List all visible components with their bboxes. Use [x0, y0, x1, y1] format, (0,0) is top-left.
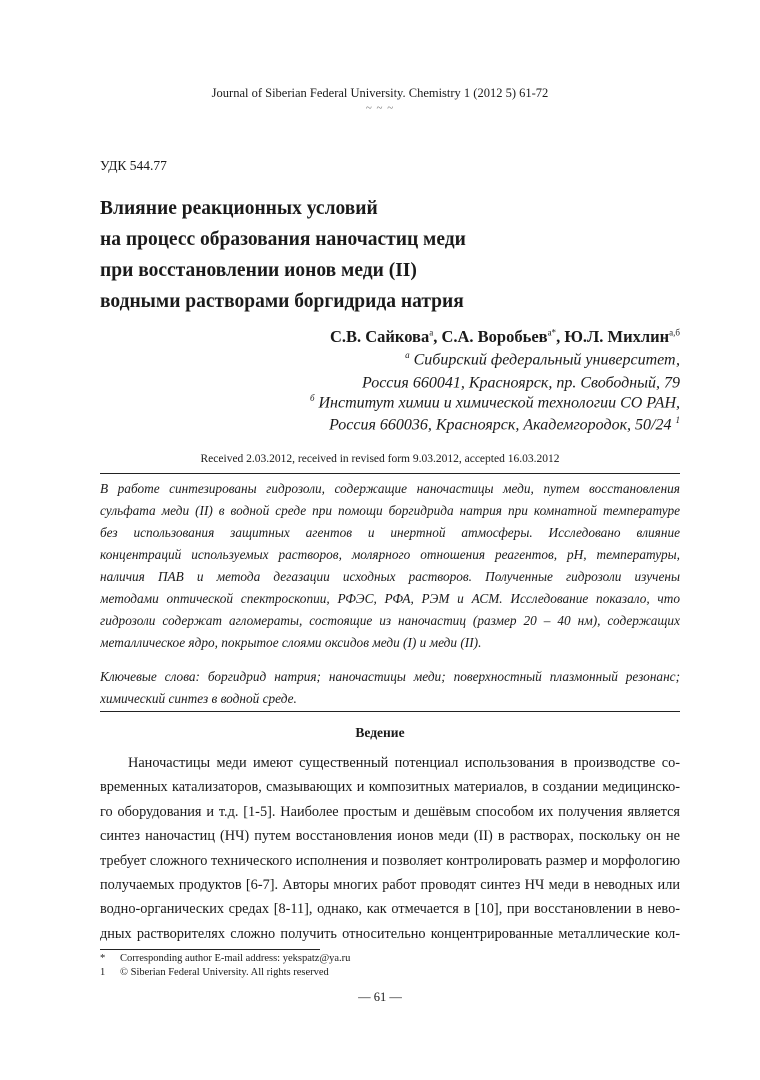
footnote-rule	[100, 949, 320, 950]
abstract-line: без использования защитных агентов и инертной атмосферы. Исследовано влияние	[100, 525, 680, 540]
body-line: дных растворителях сложно получить относительно концентрированные металлические кол-	[100, 925, 680, 942]
keywords	[100, 666, 680, 710]
abstract-bottom-rule	[100, 711, 680, 712]
abstract-line: гидрозоли содержат агломераты, состоящие из наночастиц (размер 20 – 40 нм), содержащих	[100, 613, 680, 628]
body-line: временных катализаторов, смазывающих и композитных материалов, в создании медицинско-	[100, 779, 680, 796]
affil-footnote-mark: 1	[675, 415, 680, 425]
author-affil-mark: а	[429, 327, 434, 338]
received-dates: Received 2.03.2012, received in revised form 9.03.2012, accepted 16.03.2012	[200, 453, 560, 465]
affil-text: Россия 660036, Красноярск, Академгородок, 50/24	[329, 416, 676, 434]
title-line: на процесс образования наночастиц меди	[100, 229, 466, 250]
keywords-line: Ключевые слова: боргидрид натрия; наночастицы меди; поверхностный плазмонный резонанс;	[100, 669, 680, 684]
affil-mark: б	[309, 393, 315, 403]
title-line: водными растворами боргидрида натрия	[100, 291, 464, 312]
author-separator: ,	[556, 327, 565, 346]
author-separator: ,	[433, 327, 442, 346]
abstract-line: сульфата меди (II) в водной среде при помощи боргидрида натрия при комнатной температуре	[100, 503, 680, 518]
abstract-top-rule	[100, 473, 680, 474]
keywords-line: химический синтез в водной среде.	[100, 691, 297, 706]
author-name: Ю.Л. Михлин	[564, 327, 670, 346]
affil-mark: а	[405, 350, 410, 360]
footnote-text: Corresponding author E-mail address: yekspatz@ya.ru	[120, 953, 351, 964]
page-number: — 61 —	[358, 990, 402, 1004]
paper-title	[100, 193, 680, 317]
footnote-text: © Siberian Federal University. All rights reserved	[120, 967, 329, 978]
author-list	[330, 327, 680, 347]
footnote-mark: *	[100, 953, 106, 964]
footnote-corresponding	[100, 953, 350, 964]
author-affil-mark: а,б	[669, 327, 680, 338]
abstract-line: методами оптической спектроскопии, РФЭС, РФА, РЭМ и АСМ. Исследование показало, что	[100, 591, 680, 606]
author-name: С.А. Воробьев	[441, 327, 548, 346]
abstract-line: концентраций используемых растворов, молярного отношения реагентов, pH, температуры,	[100, 547, 680, 562]
abstract-line: В работе синтезированы гидрозоли, содержащие наночастицы меди, путем восстановления	[100, 481, 680, 496]
body-line: получаемых продуктов [6-7]. Авторы многих работ проводят синтез НЧ меди в неводных или	[100, 876, 680, 893]
affil-text: Сибирский федеральный университет,	[409, 351, 680, 369]
affiliation-a-line1	[405, 350, 680, 369]
footnote-mark: 1	[100, 967, 106, 978]
footnote-copyright	[100, 967, 329, 978]
title-line: Влияние реакционных условий	[100, 198, 378, 219]
body-line: водно-органических средах [8-11], однако, как отмечается в [10], при восстановлении в нево-	[100, 901, 680, 918]
udk-code: УДК 544.77	[100, 158, 167, 173]
abstract-line: наличия ПАВ и метода дегазации исходных растворов. Полученные гидрозоли изучены	[100, 569, 680, 584]
author-name: С.В. Сайкова	[329, 327, 430, 346]
abstract	[100, 478, 680, 654]
journal-header: Journal of Siberian Federal University. Chemistry 1 (2012 5) 61-72	[211, 86, 549, 100]
affil-text: Институт химии и химической технологии СО РАН,	[314, 394, 680, 412]
body-line: требует сложного технического исполнения и позволяет контролировать размер и морфологию	[100, 852, 680, 869]
affiliation-b-line1	[310, 393, 680, 412]
body-line: го оборудования и т.д. [1-5]. Наиболее простым и дешёвым способом их получения является	[100, 803, 680, 820]
author-affil-mark: а*	[547, 327, 557, 338]
header-separator: ~ ~ ~	[365, 102, 395, 114]
affiliation-a-line2	[362, 373, 680, 392]
body-line: Наночастицы меди имеют существенный потенциал использования в производстве со-	[128, 755, 680, 771]
section-heading: Ведение	[355, 725, 405, 740]
affiliation-b-line2	[329, 415, 680, 434]
title-line: при восстановлении ионов меди (II)	[100, 260, 417, 281]
body-text	[100, 751, 680, 946]
abstract-line: металлическое ядро, покрытое слоями оксидов меди (I) и меди (II).	[100, 635, 482, 650]
affil-text: Россия 660041, Красноярск, пр. Свободный, 79	[362, 374, 680, 392]
body-line: синтез наночастиц (НЧ) путем восстановления ионов меди (II) в растворах, поскольку он не	[100, 828, 680, 845]
